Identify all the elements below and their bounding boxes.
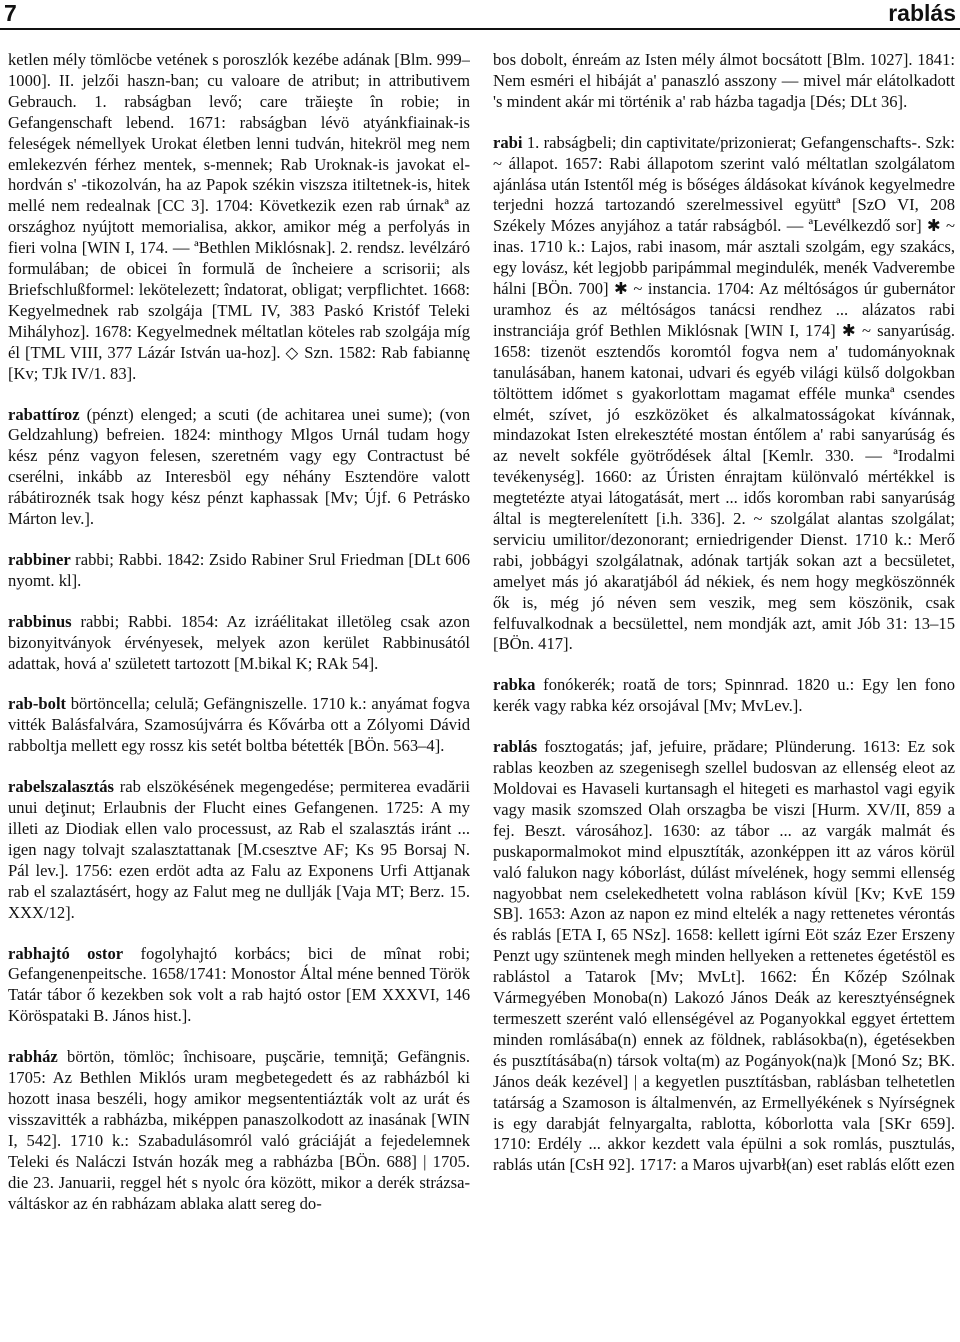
entry-text: fosztogatás; jaf, jefuire, prădare; Plünderung. 1613: Ez sok rablas keozben az szegenisegh szellel budosvan az ellenség eleot az Moldovai es Havaseli kurtansagh el hitegeti es marhastol vagi egyik vagy masik szomszed Olah orszagba be viszi [Hurm. XV/II, 859 a fej. Beszt. városához]. 1630: az tábor ... az vargák malmát és puskapormalmokot mind elpusztíták, azonképpen itt az város körül való falukon nagy kóborlást, dúlást mívelének, hogy semmi ellenség nagyobbat nem cselekedhetett volna rabláson kívül [Kv; KvE 159 SB]. 1653: Azon az napon ez mind eltelék a nagy rettenetes vérontás és rablás [ETA I, 65 NSz]. 1658: kellett igírni Eöt száz Ezer Erszeny Penzt ugy szüntenek megh minden hellyeken a rettenetes égetéstöl es rablástol a Tatarok [Mv; MvLt]. 1662: Én Kőzép Szólnak Vármegyében Monoba(n) Lakozó János Deák az keresztyénségnek termeszett szerént való ellenségével az Poganyokkal eggyet értettem minden romlásába(n) ennek az földnek, rablásokba(n), égetésekben és pusztításába(n) társok volta(m) az Pogányok(na)k [Monó Sz; BK. János deák kezével] | a kegyetlen pusztításban, rablásban telhetetlen tatárság a Szamoson is általmenvén, az Ermellyékének s Nyírségnek is egy darabját felnyargalta, rablotta, kóborlotta vala [SKr 659]. 1710: Erdély ... akkor kezdett vala épülni a sok romlás, pusztulás, rablás után [CsH 92]. 1717: a Maros ujvarbł(an) eset rablás előtt ezen <box>493 737 955 1175</box>
page-number: 7 <box>4 0 17 26</box>
page-header <box>0 0 960 30</box>
dictionary-entry <box>493 737 955 1176</box>
dictionary-entry <box>493 675 955 717</box>
entry-headword: rabbinus <box>8 611 72 631</box>
entry-text: 1. rabságbeli; din captivitate/prizonierat; Gefangenschafts-. Szk: ~ állapot. 1657: Rabi állapotom szerint való méltatlan szolgálatom ajánlása után Istentől még is bőséges áldásokat kívánok kegyelmedre terjedni hozzá tartozandó szerelmessivel együttª [SzO VI, 208 Székely Mózes anyjához a tatár rabságból. — ªLevélkezdő sor] ✱ ~ inas. 1710 k.: Lajos, rabi inasom, már asztali szolgám, egy szakács, egy lovász, két legjobb paripámmal megindulék, menék Vadverembe hálni [BÖn. 700] ✱ ~ instancia. 1704: Az méltóságos úr gubernátor uramhoz és az méltóságos tanácsi rendhez ... alázatos rabi instranciája gróf Bethlen Miklósnak [WIN I, 174] ✱ ~ sanyarúság. 1658: tizenöt esztendős koromtól fogva nem a' tudományoknak tanulásában, hanem katonai, udvari és egyéb világi külső dolgokban töltöttem időmet s gyakorlottam magamat efféle munkaª csendes elmét, szívet, jó eszközöket és alkalmatosságokat kívánnak, mindazokat Isten elrekesztété mostan éntőlem a' rabi sanyarúság és az nevelt sokféle gyötrődések által [Kemlr. 330. — ªIrodalmi tevékenység]. 1660: az Úristen énrajtam különvaló mértékkel is megtetézte atyai látogatását, mert ... idős koromban rabi sanyarúság által is megterelenített [i.h. 336]. 2. ~ szolgálat alantas szolgálat; serviciu umilitor/dezonorant; erniedrigender Dienst. 1710 k.: Merő rabi, jobbágyi szolgálatnak, adónak tartják sokan azt a becsületet, amelyet más jó akaratjából ád nékiek, és nem hogy megköszönnék ők is, még jó néven sem veszik, meg sem köszönik, csak felfuvalkodnak a becsülettel, nem mondják azt, amit Jób 31: 13–15 [BÖn. 417]. <box>493 132 955 654</box>
entry-text: fogolyhajtó korbács; bici de mînat robi; Gefangenenpeitsche. 1658/1741: Monostor Által méne benned Török Tatár tábor ő kezekben sok volt a rab hajtó ostor [EM XXXVI, 146 Köröspataki B. János hist.]. <box>8 943 470 1026</box>
entry-text: börtön, tömlöc; închisoare, puşcărie, temniţă; Gefängnis. 1705: Az Bethlen Miklós uram megbetegedett és az rabházból ki hozott inasa beszéli, hogy amikor megsententiázták volt az urát és visszavitték a rabházba, miképpen panaszolkodott az inasának [WIN I, 542]. 1710 k.: Szabadulásomról való gráciáját a fejedelemnek Teleki és Naláczi István hozák meg a rabházba [BÖn. 688] | 1705. die 23. Januarii, reggel hét s nyolc óra között, mikor a derék strázsa-váltáskor az én rabházam ablaka alatt sereg do- <box>8 1047 470 1213</box>
dictionary-entry <box>493 50 955 113</box>
entry-headword: rabattíroz <box>8 404 80 424</box>
dictionary-entry <box>8 777 470 923</box>
entry-text: rabbi; Rabbi. 1854: Az izráélitakat illetöleg csak azon bizonyitványok érvényesek, melyek azon kerület Rabbinusától adattak, hová a' született tartozott [M.bikal K; RAk 54]. <box>8 611 470 673</box>
dictionary-entry <box>8 1047 470 1214</box>
dictionary-entry <box>8 50 470 385</box>
entry-headword: rabi <box>493 132 523 152</box>
dictionary-entry <box>8 612 470 675</box>
entry-headword: rabhajtó ostor <box>8 943 124 963</box>
entry-headword: rabbiner <box>8 549 71 569</box>
dictionary-entry <box>8 550 470 592</box>
entry-headword: rabház <box>8 1047 58 1067</box>
entry-text: fonókerék; roată de tors; Spinnrad. 1820 u.: Egy len fono kerék vagy rabka kéz orsojával [Mv; MvLev.]. <box>493 675 955 716</box>
dictionary-entry <box>493 133 955 656</box>
entry-text: rab elszökésének megengedése; permiterea evadării unui deţinut; Erlaubnis der Flucht eines Gefangenen. 1725: A my illeti az Diodiak ellen valo processust, az Rab el szalasztás iránt ... igen nagy tolvajt szalasztattanak [M.csesztve AF; Ks 95 Borsaj N. Pál lev.]. 1756: ezen erdöt adta az Falu az Exponens Urfi Attjanak rab el szalaztásért, hogy az Falut meg ne dullják [Vaja MT; Berz. 15. XXX/12]. <box>8 777 470 922</box>
entry-text: (pénzt) elenged; a scuti (de achitarea unei sume); (von Geldzahlung) befreien. 1824: minthogy Mlgos Urnál tudam hogy kész pénz vagyon felesen, szeretném vagy egy Contractust bé cserélni, inkább az Interesböl egy néhány Esztendöre valott rábátiroznék tsak hogy kész pénzt kaphassak [Mv; Újf. 6 Petrásko Márton lev.]. <box>8 404 470 529</box>
right-column <box>493 50 955 1335</box>
entry-headword: rabelszalasztás <box>8 777 114 797</box>
dictionary-entry <box>8 694 470 757</box>
entry-text: ketlen mély tömlöcbe vetének s poroszlók kezébe adának [Blm. 999–1000]. II. jelzői haszn-ban; cu valoare de atribut; in attributivem Gebrauch. 1. rabságban levő; care trăieşte în robie; in Gefangenschaft lebend. 1671: rabságban lévö atyánkfiainak-is feleségek némellyek Urokat életben lenni tudván, hitekröl meg nem emlekezvén férhez mentek, s-mennek; Rab Uroknak-is javokat el-hordván s' -tikozolván, ha az Papok székin viszsza itiltetnek-is, hitek mellé nem redealnak [CC 3]. 1704: Következik ezen rab úrnakª az országhoz nyújtott memorialisa, akkor, amikor még a perfolyás in fieri volna [WIN I, 174. — ªBethlen Miklósnak]. 2. rendsz. levélzáró formulában; de obicei în formulă de încheiere a scrisorii; als Briefschlußformel: lekötelezett; îndatorat, obligat; verpflichtet. 1668: Kegyelmednek rab szolgája [TML IV, 383 Paskó Kristóf Teleki Mihályhoz]. 1678: Kegyelmednek méltatlan köteles rab szolgája míg él [TML VIII, 377 Lázár István ua-hoz]. ◇ Szn. 1582: Rab fabiannę [Kv; TJk IV/1. 83]. <box>8 50 470 383</box>
running-headword: rablás <box>888 0 956 26</box>
entry-headword: rablás <box>493 737 538 757</box>
entry-headword: rab-bolt <box>8 694 67 714</box>
entry-text: börtöncella; celulă; Gefängniszelle. 1710 k.: anyámat fogva vitték Balásfalvára, Szamosújvárra és Kővárba ott a Zólyomi Dávid rabboltja mellett egy rossz kis setét boltba bétették [BÖn. 563–4]. <box>8 694 470 756</box>
dictionary-entry <box>8 944 470 1028</box>
left-column <box>8 50 470 1335</box>
entry-headword: rabka <box>493 675 536 695</box>
entry-text: rabbi; Rabbi. 1842: Zsido Rabiner Srul Friedman [DLt 606 nyomt. kl]. <box>8 549 470 590</box>
dictionary-entry <box>8 405 470 530</box>
entry-text: bos dobolt, énreám az Isten mély álmot bocsátott [Blm. 1027]. 1841: Nem esméri el hibáját a' panaszló asszony — mivel már elátolkadott 's mindent akár mi történik a' rab házba tagadja [Dés; DLt 36]. <box>493 50 955 111</box>
